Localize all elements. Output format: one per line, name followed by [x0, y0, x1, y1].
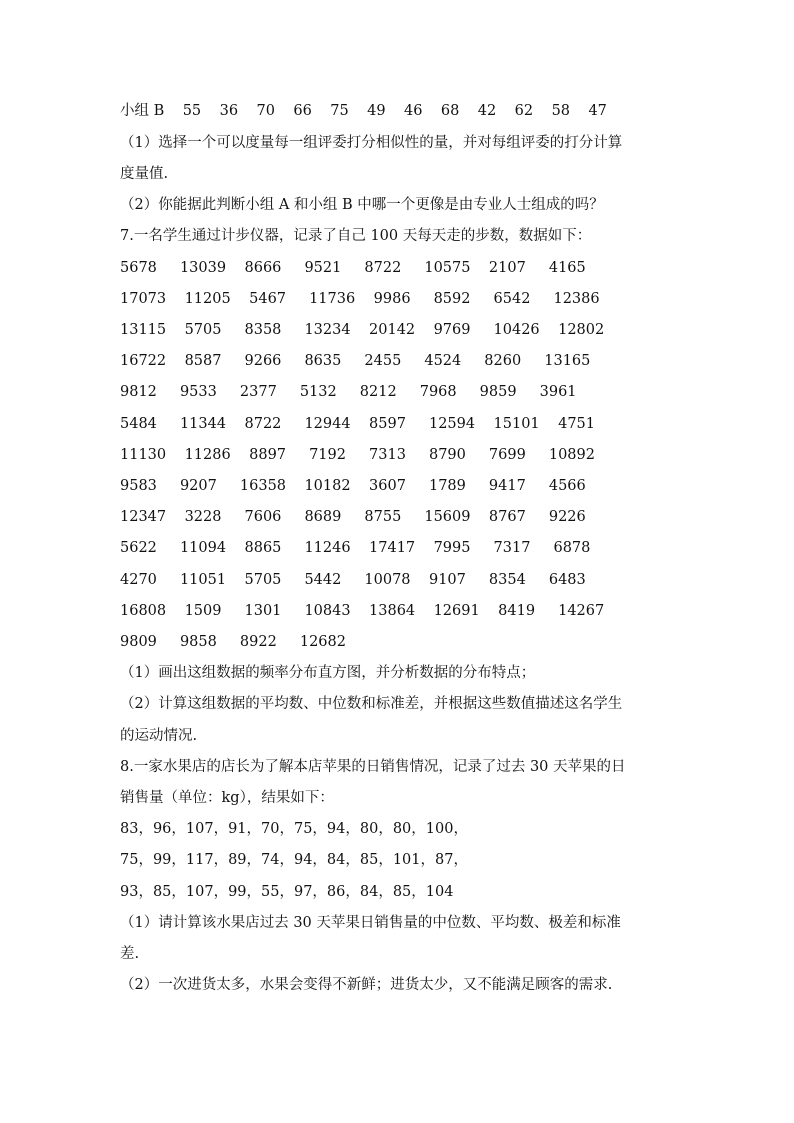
q7-data-row: 16808 1509 1301 10843 13864 12691 8419 14267 [120, 603, 605, 619]
q7-part2-line2: 的运动情况. [120, 728, 198, 744]
q6-part1-line2: 度量值. [120, 166, 169, 182]
q7-data-row: 5484 11344 8722 12944 8597 12594 15101 4751 [120, 416, 595, 432]
q6-part2: （2）你能据此判断小组 A 和小组 B 中哪一个更像是由专业人士组成的吗？ [120, 197, 604, 213]
q7-data-row: 12347 3228 7606 8689 8755 15609 8767 9226 [120, 509, 586, 525]
q7-stem: 7.一名学生通过计步仪器，记录了自己 100 天每天走的步数，数据如下： [120, 228, 592, 244]
q7-data-row: 9809 9858 8922 12682 [120, 634, 346, 650]
q7-part2-line1: （2）计算这组数据的平均数、中位数和标准差，并根据这些数值描述这名学生 [120, 696, 623, 712]
q8-stem-line1: 8.一家水果店的店长为了解本店苹果的日销售情况，记录了过去 30 天苹果的日 [120, 759, 626, 775]
q8-stem-line2: 销售量（单位：kg），结果如下： [120, 790, 334, 806]
q7-data-row: 5678 13039 8666 9521 8722 10575 2107 4165 [120, 260, 586, 276]
q7-part1: （1）画出这组数据的频率分布直方图，并分析数据的分布特点； [120, 665, 536, 681]
q8-data-row: 93，85，107，99，55，97，86，84，85，104 [120, 884, 454, 900]
q7-data-row: 9583 9207 16358 10182 3607 1789 9417 4566 [120, 478, 586, 494]
q7-data-row: 13115 5705 8358 13234 20142 9769 10426 12802 [120, 322, 605, 338]
q7-data-row: 16722 8587 9266 8635 2455 4524 8260 13165 [120, 353, 591, 369]
q8-part2: （2）一次进货太多，水果会变得不新鲜；进货太少，又不能满足顾客的需求. [120, 977, 613, 993]
group-b-score-row: 小组 B 55 36 70 66 75 49 46 68 42 62 58 47 [120, 103, 607, 119]
q8-part1-line1: （1）请计算该水果店过去 30 天苹果日销售量的中位数、平均数、极差和标准 [120, 915, 621, 931]
q7-data-row: 9812 9533 2377 5132 8212 7968 9859 3961 [120, 384, 577, 400]
q8-data-row: 75，99，117，89，74，94，84，85，101，87， [120, 852, 468, 868]
q7-data-row: 17073 11205 5467 11736 9986 8592 6542 12386 [120, 291, 600, 307]
q7-data-row: 4270 11051 5705 5442 10078 9107 8354 6483 [120, 572, 586, 588]
q7-data-row: 5622 11094 8865 11246 17417 7995 7317 6878 [120, 540, 591, 556]
q8-data-row: 83，96，107，91，70，75，94，80，80，100， [120, 821, 468, 837]
q7-data-row: 11130 11286 8897 7192 7313 8790 7699 10892 [120, 447, 595, 463]
q8-part1-line2: 差. [120, 946, 140, 962]
q6-part1-line1: （1）选择一个可以度量每一组评委打分相似性的量，并对每组评委的打分计算 [120, 135, 623, 151]
